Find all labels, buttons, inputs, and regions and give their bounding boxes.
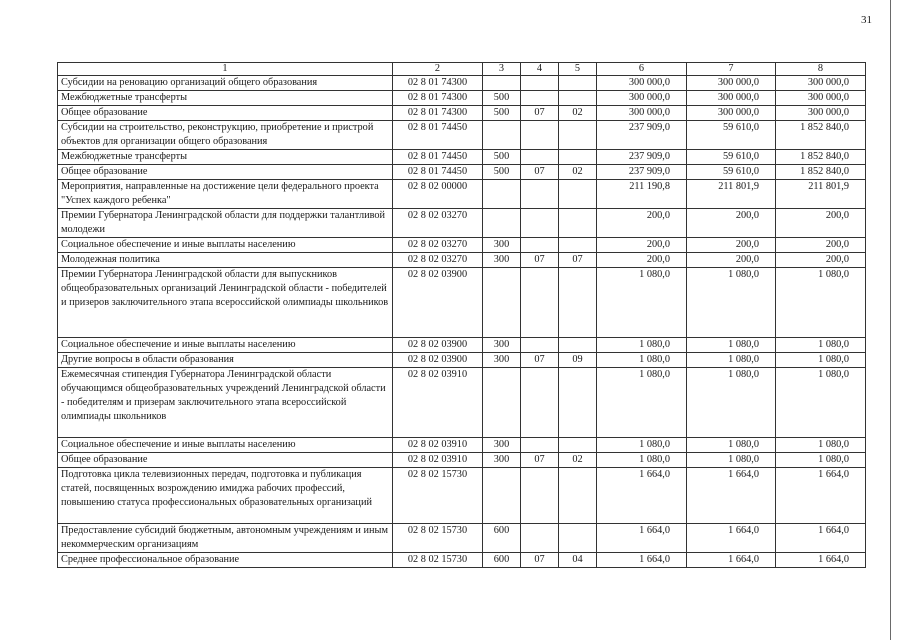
row-subsection-cell: 02 [559,165,597,180]
row-expense-type-cell: 500 [483,150,521,165]
row-expense-type-cell [483,209,521,238]
row-value-col6-cell: 237 909,0 [597,165,687,180]
row-code-cell: 02 8 02 03270 [393,253,483,268]
table-row [58,268,866,338]
row-code-cell: 02 8 01 74450 [393,121,483,150]
row-subsection-cell [559,268,597,338]
row-value-col7-cell: 1 080,0 [687,353,776,368]
row-value-col8-cell: 300 000,0 [776,76,866,91]
row-subsection-cell [559,338,597,353]
row-value-col6-cell: 237 909,0 [597,150,687,165]
table-row [58,150,866,165]
row-section-cell: 07 [521,253,559,268]
row-expense-type-cell [483,468,521,524]
row-value-col7-cell: 1 080,0 [687,268,776,338]
row-value-col8-cell: 300 000,0 [776,106,866,121]
row-expense-type-cell: 300 [483,238,521,253]
row-code-cell: 02 8 02 15730 [393,468,483,524]
row-value-col6-cell: 300 000,0 [597,106,687,121]
row-value-col6-cell: 211 190,8 [597,180,687,209]
header-cell-6: 6 [597,63,687,76]
table-row [58,438,866,453]
header-cell-2: 2 [393,63,483,76]
row-section-cell [521,238,559,253]
row-subsection-cell [559,76,597,91]
row-value-col8-cell: 211 801,9 [776,180,866,209]
row-section-cell: 07 [521,553,559,568]
table-row [58,453,866,468]
row-name-cell: Среднее профессиональное образование [58,553,393,568]
row-subsection-cell [559,438,597,453]
row-code-cell: 02 8 02 03910 [393,438,483,453]
table-row [58,468,866,524]
row-value-col8-cell: 200,0 [776,238,866,253]
row-expense-type-cell: 600 [483,553,521,568]
row-expense-type-cell [483,268,521,338]
table-row [58,106,866,121]
row-value-col7-cell: 300 000,0 [687,91,776,106]
row-name-cell: Межбюджетные трансферты [58,91,393,106]
row-code-cell: 02 8 02 03270 [393,238,483,253]
row-value-col8-cell: 1 664,0 [776,553,866,568]
row-section-cell [521,268,559,338]
row-value-col8-cell: 1 080,0 [776,368,866,438]
table-row [58,91,866,106]
row-subsection-cell [559,468,597,524]
row-value-col7-cell: 300 000,0 [687,106,776,121]
table-header-row [58,63,866,76]
table-row [58,353,866,368]
row-value-col7-cell: 59 610,0 [687,121,776,150]
row-subsection-cell: 07 [559,253,597,268]
row-value-col8-cell: 1 664,0 [776,468,866,524]
row-name-cell: Общее образование [58,453,393,468]
budget-table [57,62,866,568]
row-name-cell: Субсидии на строительство, реконструкцию, приобретение и пристрой объектов для организации общего образования [58,121,393,150]
row-subsection-cell [559,209,597,238]
row-value-col6-cell: 1 080,0 [597,353,687,368]
row-section-cell [521,368,559,438]
row-value-col8-cell: 1 852 840,0 [776,150,866,165]
row-expense-type-cell: 300 [483,453,521,468]
row-value-col7-cell: 200,0 [687,209,776,238]
row-value-col7-cell: 1 080,0 [687,453,776,468]
row-value-col6-cell: 1 080,0 [597,268,687,338]
row-value-col6-cell: 1 664,0 [597,524,687,553]
row-value-col8-cell: 300 000,0 [776,91,866,106]
row-code-cell: 02 8 02 03270 [393,209,483,238]
row-value-col8-cell: 1 080,0 [776,338,866,353]
row-value-col8-cell: 1 852 840,0 [776,121,866,150]
row-value-col6-cell: 1 664,0 [597,468,687,524]
table-row [58,121,866,150]
row-subsection-cell [559,121,597,150]
row-section-cell [521,121,559,150]
page-edge-line [890,0,891,640]
row-expense-type-cell [483,121,521,150]
row-section-cell [521,180,559,209]
row-code-cell: 02 8 02 15730 [393,553,483,568]
row-value-col7-cell: 59 610,0 [687,150,776,165]
row-value-col7-cell: 1 080,0 [687,438,776,453]
row-value-col8-cell: 1 080,0 [776,453,866,468]
row-code-cell: 02 8 02 03910 [393,368,483,438]
table-row [58,180,866,209]
row-expense-type-cell: 500 [483,106,521,121]
table-row [58,553,866,568]
row-section-cell: 07 [521,165,559,180]
page-number: 31 [861,14,872,26]
row-name-cell: Общее образование [58,106,393,121]
row-section-cell: 07 [521,453,559,468]
row-value-col8-cell: 1 852 840,0 [776,165,866,180]
row-code-cell: 02 8 01 74300 [393,76,483,91]
row-section-cell [521,91,559,106]
row-subsection-cell [559,238,597,253]
row-name-cell: Межбюджетные трансферты [58,150,393,165]
table-row [58,524,866,553]
row-expense-type-cell [483,76,521,91]
row-code-cell: 02 8 01 74450 [393,165,483,180]
row-section-cell: 07 [521,106,559,121]
row-code-cell: 02 8 02 00000 [393,180,483,209]
row-code-cell: 02 8 02 03910 [393,453,483,468]
row-value-col6-cell: 1 080,0 [597,338,687,353]
row-name-cell: Премии Губернатора Ленинградской области для выпускников общеобразовательных организаций Ленинградской области - победителей и призеров заключительного этапа всероссийской олимпиады школьников [58,268,393,338]
header-cell-4: 4 [521,63,559,76]
row-expense-type-cell: 500 [483,165,521,180]
row-code-cell: 02 8 01 74300 [393,106,483,121]
row-value-col6-cell: 300 000,0 [597,76,687,91]
row-section-cell [521,524,559,553]
row-value-col7-cell: 1 664,0 [687,524,776,553]
row-value-col6-cell: 1 080,0 [597,438,687,453]
row-subsection-cell: 09 [559,353,597,368]
row-section-cell [521,338,559,353]
row-value-col7-cell: 211 801,9 [687,180,776,209]
row-value-col8-cell: 1 664,0 [776,524,866,553]
row-name-cell: Субсидии на реновацию организаций общего образования [58,76,393,91]
row-subsection-cell [559,368,597,438]
row-value-col6-cell: 1 664,0 [597,553,687,568]
header-cell-7: 7 [687,63,776,76]
table-row [58,338,866,353]
row-value-col6-cell: 200,0 [597,253,687,268]
row-value-col8-cell: 1 080,0 [776,268,866,338]
row-value-col8-cell: 200,0 [776,209,866,238]
row-code-cell: 02 8 02 03900 [393,338,483,353]
row-value-col7-cell: 1 664,0 [687,468,776,524]
row-code-cell: 02 8 02 03900 [393,268,483,338]
row-value-col7-cell: 1 080,0 [687,368,776,438]
row-value-col6-cell: 1 080,0 [597,368,687,438]
row-subsection-cell: 02 [559,453,597,468]
row-name-cell: Другие вопросы в области образования [58,353,393,368]
row-name-cell: Социальное обеспечение и иные выплаты населению [58,238,393,253]
table-row [58,76,866,91]
row-name-cell: Общее образование [58,165,393,180]
row-value-col6-cell: 200,0 [597,209,687,238]
row-subsection-cell [559,524,597,553]
row-subsection-cell [559,180,597,209]
header-cell-1: 1 [58,63,393,76]
row-expense-type-cell: 300 [483,338,521,353]
row-value-col7-cell: 200,0 [687,253,776,268]
table-row [58,165,866,180]
row-name-cell: Молодежная политика [58,253,393,268]
row-expense-type-cell [483,368,521,438]
row-name-cell: Премии Губернатора Ленинградской области для поддержки талантливой молодежи [58,209,393,238]
row-section-cell [521,468,559,524]
row-section-cell [521,150,559,165]
row-subsection-cell [559,150,597,165]
row-expense-type-cell: 600 [483,524,521,553]
row-value-col7-cell: 200,0 [687,238,776,253]
row-value-col7-cell: 1 664,0 [687,553,776,568]
row-value-col8-cell: 1 080,0 [776,353,866,368]
row-value-col8-cell: 1 080,0 [776,438,866,453]
row-value-col7-cell: 300 000,0 [687,76,776,91]
row-expense-type-cell: 300 [483,353,521,368]
table-row [58,238,866,253]
header-cell-5: 5 [559,63,597,76]
row-expense-type-cell [483,180,521,209]
row-subsection-cell: 04 [559,553,597,568]
row-value-col6-cell: 1 080,0 [597,453,687,468]
table-row [58,253,866,268]
row-value-col7-cell: 59 610,0 [687,165,776,180]
table-row [58,209,866,238]
row-code-cell: 02 8 01 74300 [393,91,483,106]
row-name-cell: Предоставление субсидий бюджетным, автономным учреждениям и иным некоммерческим организациям [58,524,393,553]
row-section-cell [521,438,559,453]
row-value-col6-cell: 200,0 [597,238,687,253]
row-code-cell: 02 8 02 03900 [393,353,483,368]
row-expense-type-cell: 500 [483,91,521,106]
row-code-cell: 02 8 01 74450 [393,150,483,165]
row-name-cell: Подготовка цикла телевизионных передач, подготовка и публикация статей, посвященных возрождению имиджа рабочих профессий, повышению статуса профессиональных образовательных организаций [58,468,393,524]
row-name-cell: Социальное обеспечение и иные выплаты населению [58,438,393,453]
row-name-cell: Мероприятия, направленные на достижение цели федерального проекта "Успех каждого ребенка" [58,180,393,209]
row-name-cell: Ежемесячная стипендия Губернатора Ленинградской области обучающимся общеобразовательных учреждений Ленинградской области - победителям и призерам заключительного этапа всероссийской олимпиады школьников [58,368,393,438]
row-name-cell: Социальное обеспечение и иные выплаты населению [58,338,393,353]
table-row [58,368,866,438]
row-subsection-cell: 02 [559,106,597,121]
row-expense-type-cell: 300 [483,253,521,268]
row-value-col8-cell: 200,0 [776,253,866,268]
header-cell-8: 8 [776,63,866,76]
row-value-col6-cell: 237 909,0 [597,121,687,150]
row-expense-type-cell: 300 [483,438,521,453]
row-subsection-cell [559,91,597,106]
row-value-col6-cell: 300 000,0 [597,91,687,106]
row-section-cell: 07 [521,353,559,368]
row-code-cell: 02 8 02 15730 [393,524,483,553]
row-section-cell [521,209,559,238]
row-section-cell [521,76,559,91]
header-cell-3: 3 [483,63,521,76]
row-value-col7-cell: 1 080,0 [687,338,776,353]
